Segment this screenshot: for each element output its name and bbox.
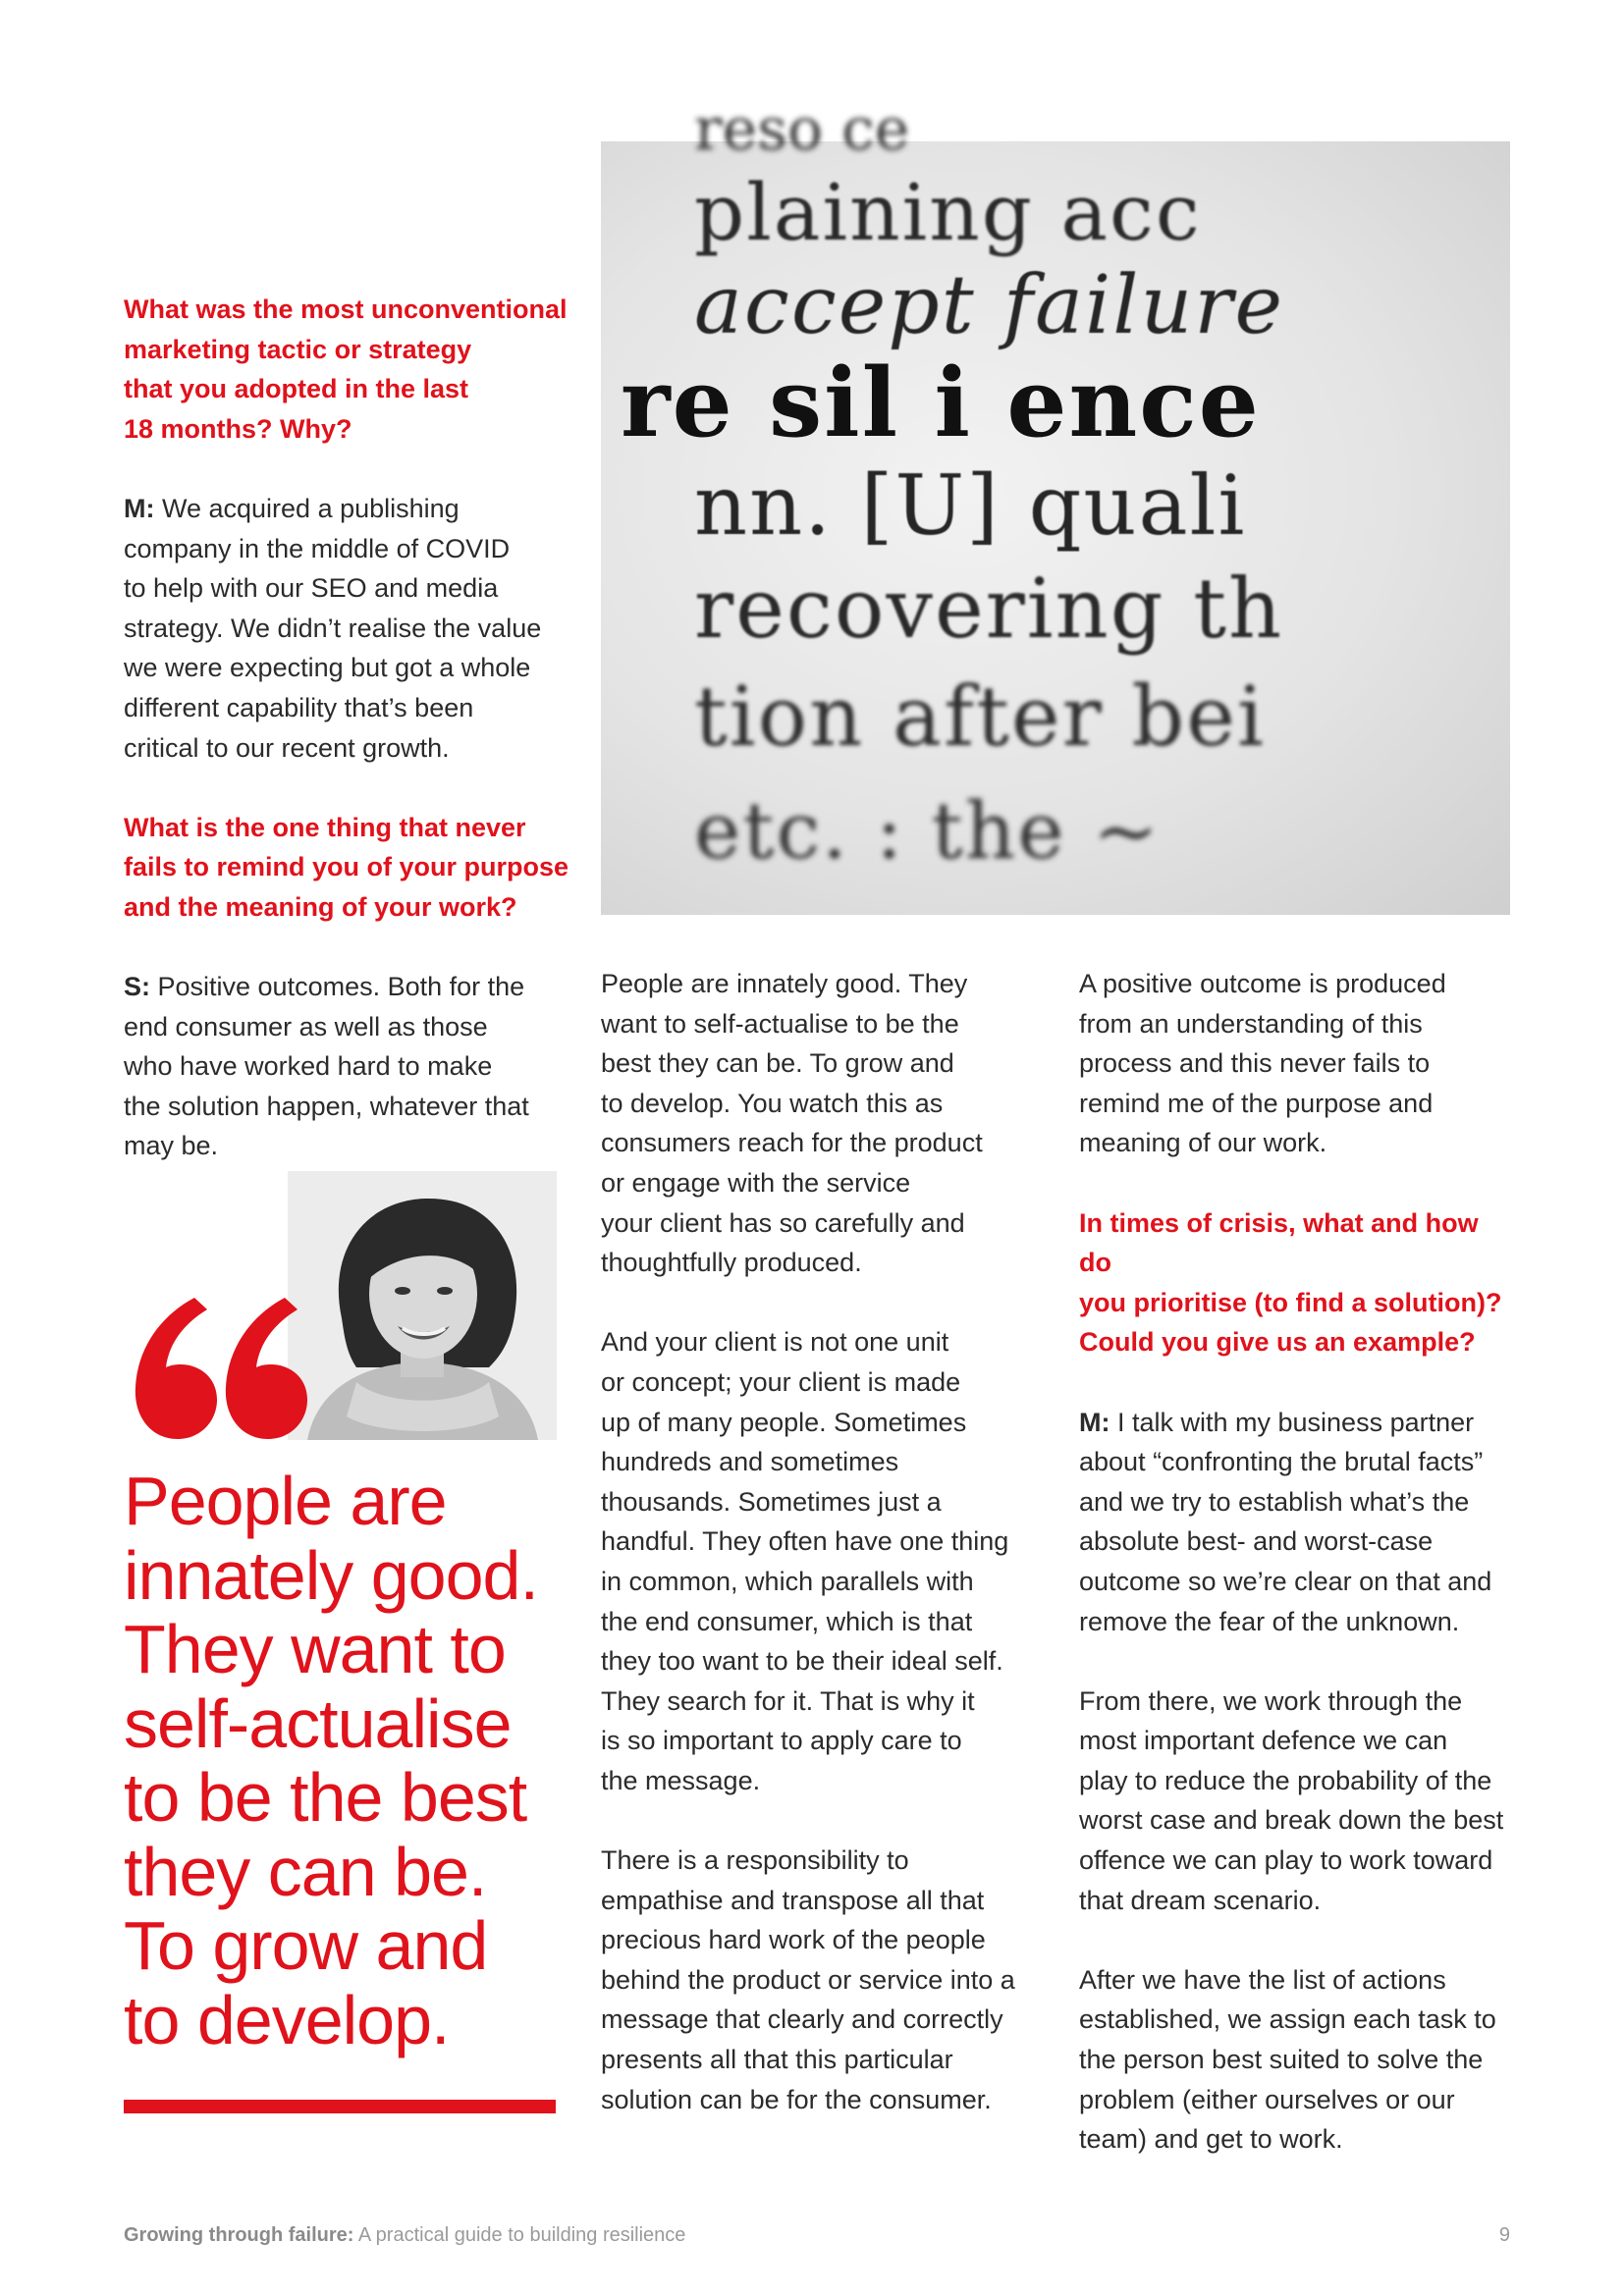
question-3: In times of crisis, what and how do you prioritise (to find a solution)? Could you give us an example? — [1079, 1207, 1502, 1358]
right-column — [1079, 964, 1511, 2160]
question-1: What was the most unconventional marketing tactic or strategy that you adopted in the last 18 months? Why? — [124, 294, 568, 444]
svg-text:reso ce: reso ce — [694, 95, 910, 164]
dict-line-1: plaining acc — [694, 167, 1202, 258]
portrait-photo — [288, 1171, 557, 1440]
dict-line-4: nn. [U] quali — [694, 457, 1247, 554]
speaker-label: S: — [124, 972, 150, 1002]
paragraph: People are innately good. They want to self-actualise to be the best they can be. To grow and to develop. You watch this as consumers reach for the product or engage with the service your client has so carefully and thoughtfully produced. — [601, 969, 983, 1278]
page-number: 9 — [1498, 2224, 1510, 2246]
paragraph: After we have the list of actions established, we assign each task to the person best suited to solve the problem (either ourselves or our team) and get to work. — [1079, 1964, 1496, 2155]
dict-line-3: re sil i ence — [621, 347, 1261, 458]
speaker-label: M: — [124, 493, 155, 523]
footer-title: Growing through failure: A practical guide to building resilience — [124, 2224, 686, 2246]
middle-column — [601, 964, 1053, 2119]
hero-image-dictionary — [601, 95, 1510, 915]
pull-quote: People are innately good. They want to self-actualise to be the best they can be. To grow and to develop. — [124, 1463, 538, 2058]
paragraph: A positive outcome is produced from an understanding of this process and this never fails to remind me of the purpose and meaning of our work. — [1079, 969, 1446, 1158]
pull-quote-rule — [124, 2100, 556, 2113]
quote-mark-icon — [124, 1294, 310, 1446]
dict-line-5: recovering th — [694, 561, 1284, 657]
paragraph: From there, we work through the most important defence we can play to reduce the probability of the worst case and break down the best offence we can play to work toward that dream scenario. — [1079, 1685, 1504, 1915]
answer-3: M: I talk with my business partner about “confronting the brutal facts” and we try to establish what’s the absolute best- and worst-case outcome so we’re clear on that and remove the fear of the unknown. — [1079, 1407, 1492, 1636]
paragraph: And your client is not one unit or concept; your client is made up of many people. Sometimes hundreds and sometimes thousands. Sometimes just a handful. They often have one thing in common, which parallels with the end consumer, which is that they too want to be their ideal self. They search for it. That is why it is so important to apply care to the message. — [601, 1327, 1009, 1795]
paragraph: There is a responsibility to empathise and transpose all that precious hard work of the people behind the product or service into a message that clearly and correctly presents all that this particular solution can be for the consumer. — [601, 1845, 1015, 2114]
question-2: What is the one thing that never fails to remind you of your purpose and the meaning of your work? — [124, 812, 569, 922]
dict-line-6: tion after bei — [694, 668, 1266, 765]
left-column — [124, 290, 575, 1166]
answer-2: S: Positive outcomes. Both for the end consumer as well as those who have worked hard to make the solution happen, whatever that may be. — [124, 972, 529, 1161]
answer-1: M: We acquired a publishing company in the middle of COVID to help with our SEO and media strategy. We didn’t realise the value we were expecting but got a whole different capability that’s been critical to our recent growth. — [124, 493, 542, 763]
speaker-label: M: — [1079, 1407, 1110, 1437]
dict-line-7: etc. : the ~ — [694, 785, 1162, 877]
dict-line-2: accept failure — [694, 259, 1284, 352]
